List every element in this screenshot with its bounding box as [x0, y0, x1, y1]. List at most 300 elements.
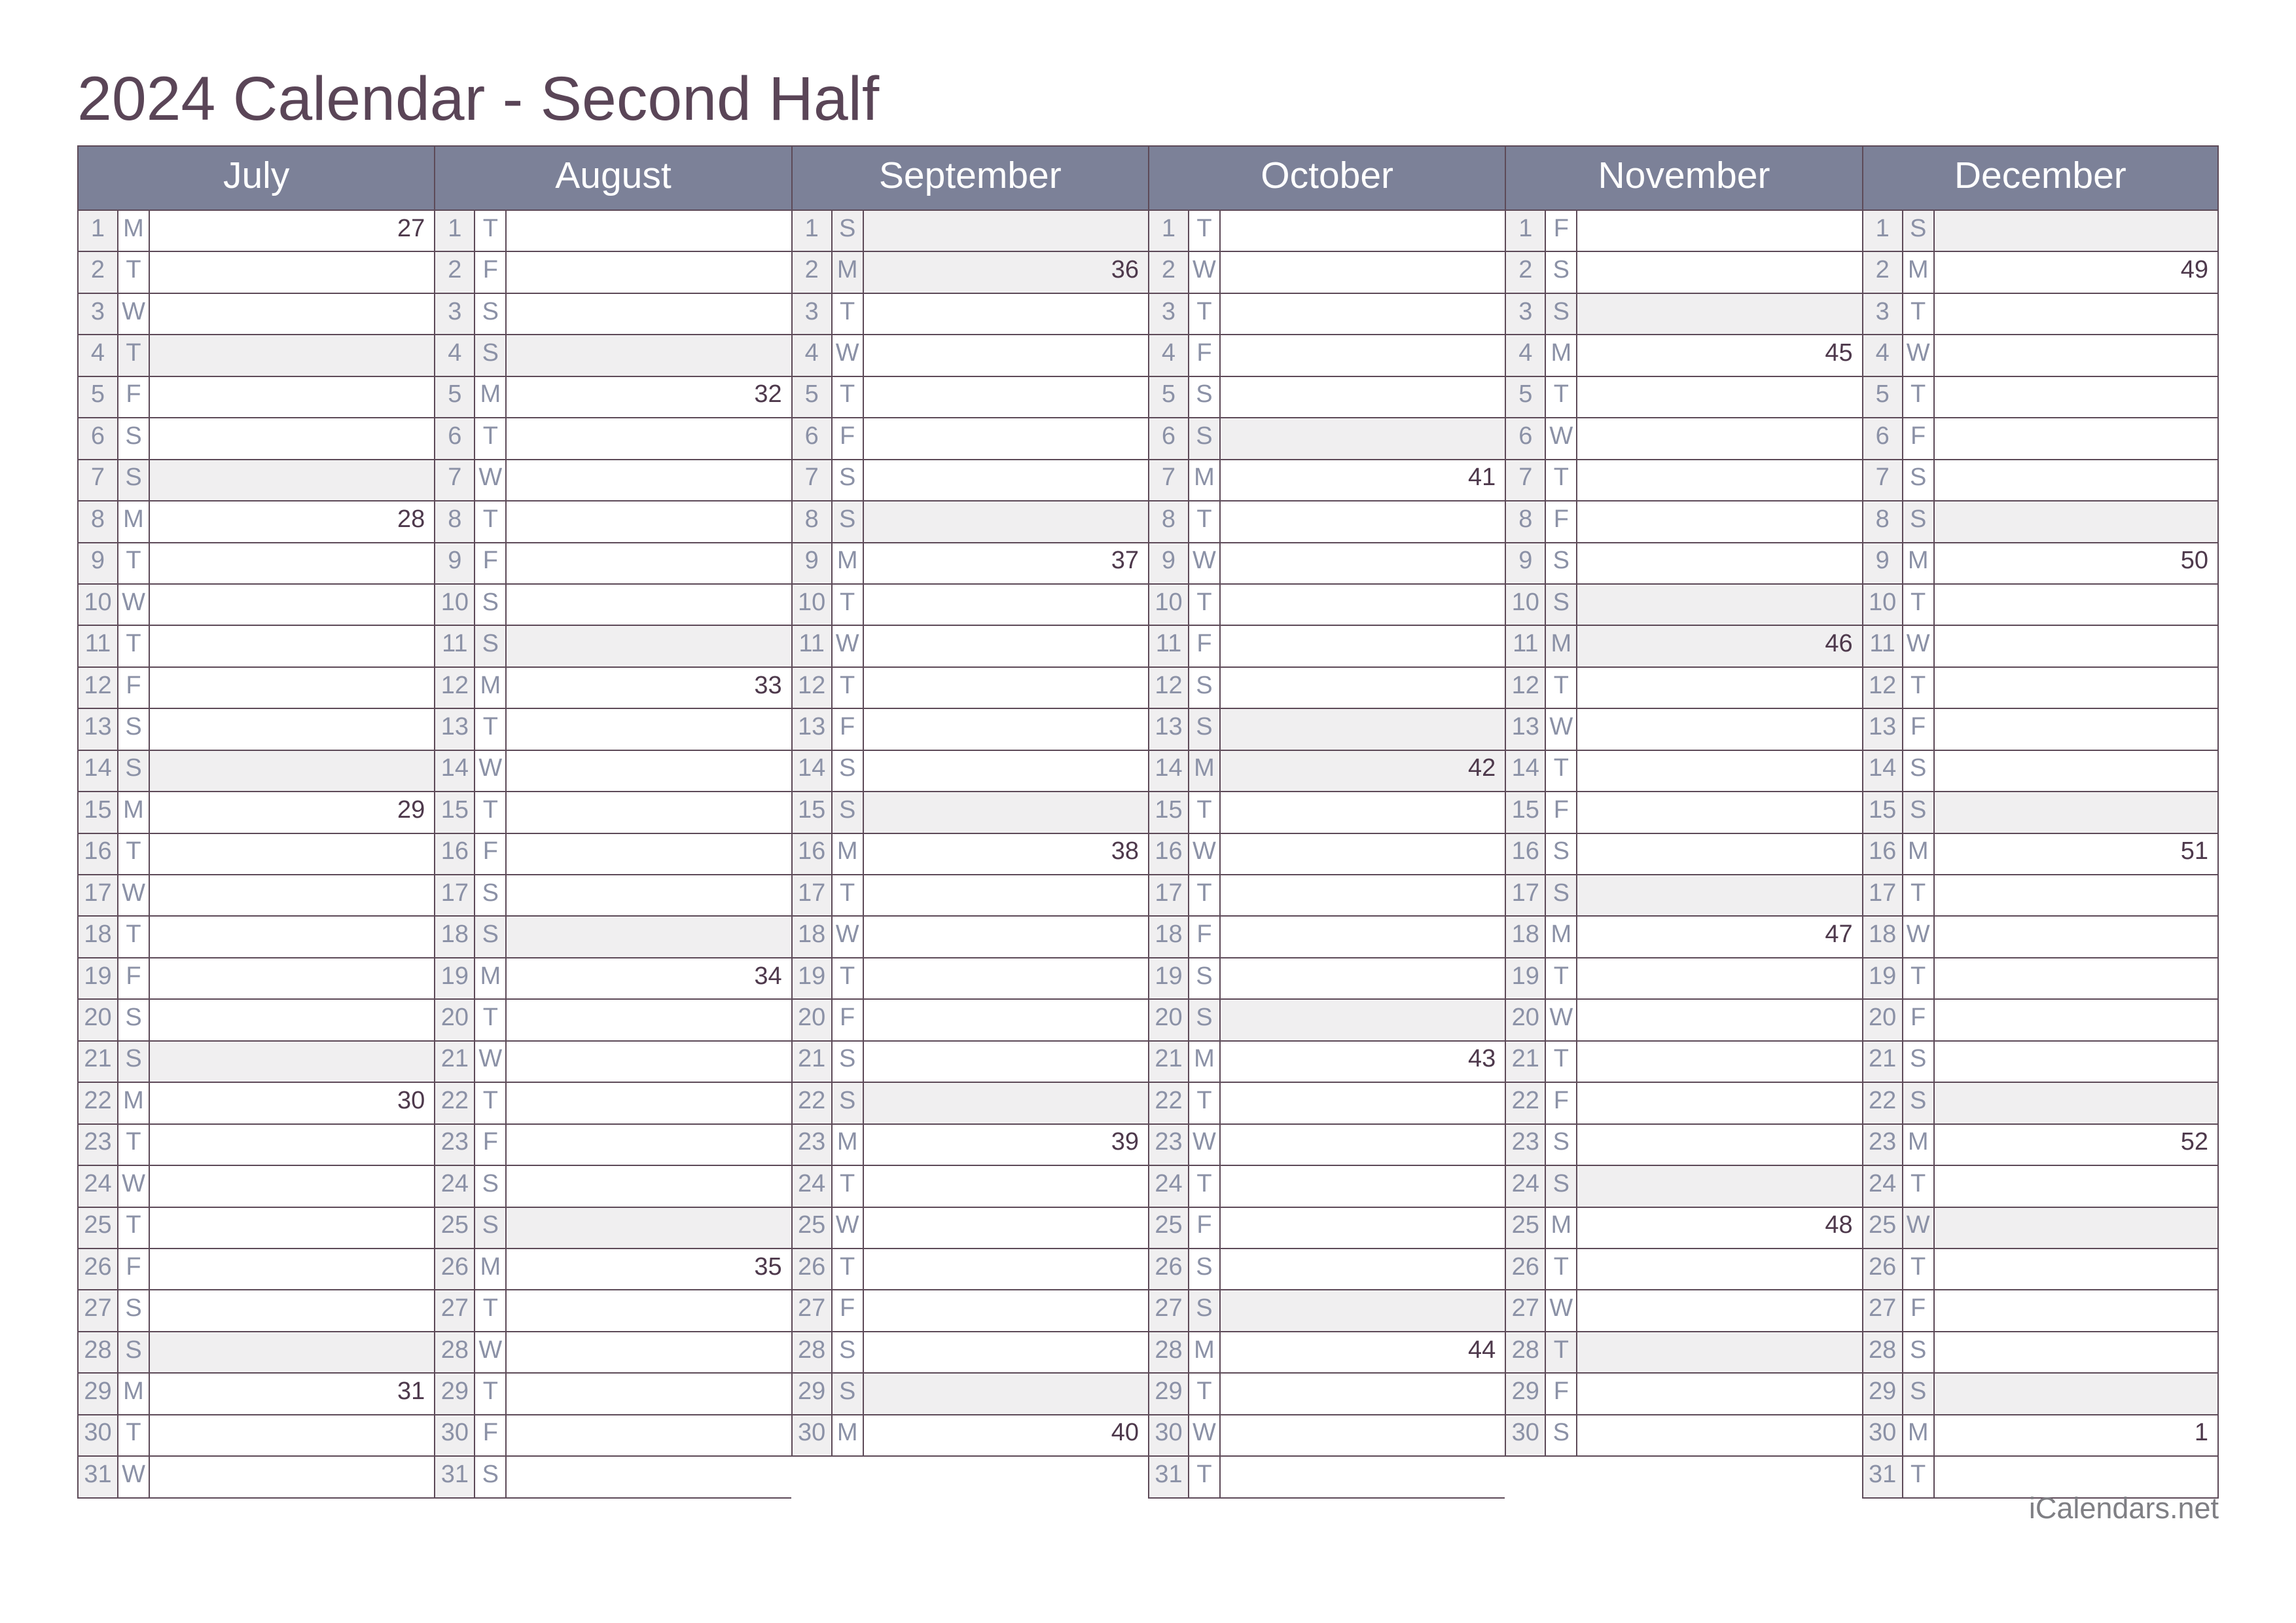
day-row: [1862, 1332, 2219, 1374]
day-letter-cell: T: [1189, 1457, 1221, 1497]
day-number-cell: 12: [1862, 668, 1903, 708]
day-number-cell: 11: [77, 626, 118, 666]
week-number: 51: [2180, 837, 2208, 866]
day-letter-cell: T: [475, 1374, 507, 1413]
day-row: [1862, 585, 2219, 626]
day-row: [1148, 1042, 1505, 1083]
day-main-cell: [507, 1125, 791, 1165]
day-row: [1862, 1249, 2219, 1290]
day-letter-cell: F: [475, 252, 507, 292]
day-row: [1148, 294, 1505, 335]
day-main-cell: [507, 1166, 791, 1206]
day-main-cell: [1577, 252, 1861, 292]
day-row: [1505, 1249, 1861, 1290]
day-row: [791, 418, 1148, 460]
day-main-cell: [150, 460, 434, 500]
day-row: [791, 1374, 1148, 1415]
day-number-cell: 31: [77, 1457, 118, 1497]
day-letter-cell: S: [833, 1332, 864, 1372]
month-column-december: [1862, 145, 2219, 1499]
day-row: [77, 958, 434, 1000]
day-number-cell: 8: [1505, 501, 1546, 541]
day-number-cell: 30: [1148, 1415, 1189, 1455]
day-letter-cell: M: [1189, 1332, 1221, 1372]
day-row: [77, 834, 434, 875]
day-number-cell: 23: [791, 1125, 833, 1165]
day-letter-cell: S: [833, 751, 864, 791]
day-number-cell: 12: [434, 668, 475, 708]
day-number-cell: 18: [1505, 917, 1546, 957]
day-row: [1148, 543, 1505, 585]
day-letter-cell: M: [118, 792, 150, 832]
day-main-cell: [1935, 543, 2219, 583]
day-number-cell: 28: [434, 1332, 475, 1372]
day-number-cell: 12: [791, 668, 833, 708]
day-row: [791, 792, 1148, 833]
day-main-cell: [1577, 1249, 1861, 1289]
week-number: 42: [1468, 754, 1496, 782]
day-main-cell: [507, 1083, 791, 1123]
day-main-cell: [507, 1457, 791, 1497]
day-letter-cell: W: [1189, 543, 1221, 583]
day-main-cell: [1577, 709, 1861, 749]
day-number-cell: 2: [791, 252, 833, 292]
day-main-cell: [150, 792, 434, 832]
day-main-cell: [507, 792, 791, 832]
day-row: [1505, 1290, 1861, 1332]
day-row: [77, 1374, 434, 1415]
day-row: [1505, 211, 1861, 252]
day-main-cell: [1935, 211, 2219, 251]
day-row: [1148, 460, 1505, 501]
day-number-cell: 1: [791, 211, 833, 251]
day-number-cell: 9: [791, 543, 833, 583]
day-main-cell: [1577, 585, 1861, 625]
week-number: 38: [1111, 837, 1139, 866]
day-number-cell: 26: [434, 1249, 475, 1289]
day-main-cell: [507, 377, 791, 417]
day-number-cell: 14: [1148, 751, 1189, 791]
day-main-cell: [1935, 1083, 2219, 1123]
day-letter-cell: T: [475, 418, 507, 458]
day-number-cell: 16: [791, 834, 833, 874]
week-number: 46: [1825, 630, 1853, 658]
day-row: [1505, 501, 1861, 543]
day-main-cell: [1577, 211, 1861, 251]
day-main-cell: [150, 1042, 434, 1082]
day-number-cell: 27: [1148, 1290, 1189, 1330]
day-letter-cell: F: [475, 543, 507, 583]
day-letter-cell: T: [475, 501, 507, 541]
day-letter-cell: W: [118, 294, 150, 334]
day-number-cell: 29: [1505, 1374, 1546, 1413]
day-number-cell: 7: [434, 460, 475, 500]
day-main-cell: [1935, 1166, 2219, 1206]
day-letter-cell: S: [475, 917, 507, 957]
day-row: [1505, 1374, 1861, 1415]
day-letter-cell: S: [1546, 1166, 1577, 1206]
day-letter-cell: T: [1189, 1166, 1221, 1206]
day-main-cell: [1221, 460, 1505, 500]
day-main-cell: [1577, 1290, 1861, 1330]
day-letter-cell: T: [833, 875, 864, 915]
day-letter-cell: M: [833, 252, 864, 292]
day-number-cell: 1: [434, 211, 475, 251]
day-row: [77, 751, 434, 792]
day-letter-cell: S: [1546, 585, 1577, 625]
day-main-cell: [864, 1125, 1148, 1165]
day-letter-cell: S: [1546, 834, 1577, 874]
day-letter-cell: F: [833, 709, 864, 749]
day-main-cell: [864, 211, 1148, 251]
day-main-cell: [150, 418, 434, 458]
day-row: [1505, 418, 1861, 460]
day-number-cell: 20: [1148, 1000, 1189, 1040]
day-main-cell: [1221, 335, 1505, 375]
day-row: [1862, 709, 2219, 750]
day-row: [791, 501, 1148, 543]
day-number-cell: 2: [1862, 252, 1903, 292]
day-main-cell: [1935, 1415, 2219, 1455]
page-title: 2024 Calendar - Second Half: [77, 64, 880, 134]
day-number-cell: 15: [77, 792, 118, 832]
day-number-cell: 18: [77, 917, 118, 957]
day-row: [1505, 377, 1861, 418]
day-number-cell: 19: [77, 958, 118, 998]
day-letter-cell: T: [118, 335, 150, 375]
day-number-cell: 18: [791, 917, 833, 957]
day-letter-cell: W: [1903, 626, 1935, 666]
day-letter-cell: S: [1903, 211, 1935, 251]
day-letter-cell: S: [1903, 1083, 1935, 1123]
day-letter-cell: T: [1546, 1042, 1577, 1082]
day-letter-cell: W: [1189, 1415, 1221, 1455]
day-row: [1148, 418, 1505, 460]
day-row: [1862, 917, 2219, 958]
day-letter-cell: M: [1903, 543, 1935, 583]
day-number-cell: 1: [1862, 211, 1903, 251]
day-letter-cell: M: [475, 377, 507, 417]
day-letter-cell: F: [118, 377, 150, 417]
day-letter-cell: F: [1903, 1290, 1935, 1330]
week-number: 50: [2180, 547, 2208, 575]
day-letter-cell: W: [1189, 834, 1221, 874]
day-row: [1505, 294, 1861, 335]
day-main-cell: [1935, 501, 2219, 541]
day-letter-cell: T: [1546, 751, 1577, 791]
day-number-cell: 4: [77, 335, 118, 375]
day-number-cell: 13: [434, 709, 475, 749]
day-number-cell: 11: [1862, 626, 1903, 666]
day-main-cell: [1935, 1000, 2219, 1040]
day-main-cell: [1935, 460, 2219, 500]
day-row: [791, 211, 1148, 252]
day-row: [1148, 1374, 1505, 1415]
day-row: [791, 1166, 1148, 1207]
day-letter-cell: S: [833, 501, 864, 541]
day-letter-cell: T: [833, 585, 864, 625]
day-letter-cell: F: [833, 418, 864, 458]
day-row: [1862, 335, 2219, 376]
day-number-cell: 8: [434, 501, 475, 541]
day-number-cell: 4: [1148, 335, 1189, 375]
day-letter-cell: S: [1189, 1249, 1221, 1289]
day-letter-cell: T: [1189, 294, 1221, 334]
day-row: [434, 460, 791, 501]
day-main-cell: [1935, 377, 2219, 417]
day-number-cell: 13: [791, 709, 833, 749]
day-row: [434, 668, 791, 709]
day-main-cell: [507, 875, 791, 915]
day-main-cell: [864, 875, 1148, 915]
month-header: August: [434, 145, 791, 211]
day-letter-cell: W: [833, 335, 864, 375]
day-number-cell: 20: [434, 1000, 475, 1040]
day-number-cell: 4: [1862, 335, 1903, 375]
day-main-cell: [150, 875, 434, 915]
day-main-cell: [150, 709, 434, 749]
day-number-cell: 6: [434, 418, 475, 458]
day-number-cell: 9: [77, 543, 118, 583]
day-row: [77, 418, 434, 460]
day-number-cell: 2: [1148, 252, 1189, 292]
day-row: [791, 294, 1148, 335]
day-main-cell: [1577, 1000, 1861, 1040]
day-main-cell: [1935, 1332, 2219, 1372]
week-number: 44: [1468, 1336, 1496, 1364]
day-main-cell: [1577, 377, 1861, 417]
day-letter-cell: T: [1903, 958, 1935, 998]
day-letter-cell: T: [118, 543, 150, 583]
day-number-cell: 30: [434, 1415, 475, 1455]
week-number: 31: [397, 1377, 425, 1405]
day-main-cell: [1577, 1415, 1861, 1455]
day-number-cell: 22: [1148, 1083, 1189, 1123]
day-number-cell: 10: [1505, 585, 1546, 625]
day-row: [1505, 335, 1861, 376]
day-number-cell: 13: [1862, 709, 1903, 749]
day-number-cell: 18: [434, 917, 475, 957]
day-letter-cell: T: [1546, 668, 1577, 708]
day-row: [791, 1332, 1148, 1374]
day-number-cell: 29: [434, 1374, 475, 1413]
day-number-cell: 9: [434, 543, 475, 583]
day-row: [434, 792, 791, 833]
day-number-cell: 21: [791, 1042, 833, 1082]
day-main-cell: [864, 626, 1148, 666]
day-number-cell: 11: [791, 626, 833, 666]
week-number: 39: [1111, 1128, 1139, 1156]
day-main-cell: [1577, 626, 1861, 666]
day-number-cell: 8: [791, 501, 833, 541]
day-number-cell: 27: [791, 1290, 833, 1330]
day-number-cell: 5: [1148, 377, 1189, 417]
day-number-cell: 23: [434, 1125, 475, 1165]
day-letter-cell: W: [118, 875, 150, 915]
day-letter-cell: W: [475, 1332, 507, 1372]
day-row: [77, 1000, 434, 1041]
day-letter-cell: M: [118, 501, 150, 541]
day-main-cell: [1935, 958, 2219, 998]
day-letter-cell: S: [475, 1457, 507, 1497]
day-main-cell: [150, 335, 434, 375]
day-number-cell: 18: [1148, 917, 1189, 957]
day-number-cell: 13: [1505, 709, 1546, 749]
day-number-cell: 26: [1148, 1249, 1189, 1289]
day-letter-cell: M: [1903, 252, 1935, 292]
day-letter-cell: M: [1546, 917, 1577, 957]
day-main-cell: [864, 252, 1148, 292]
day-letter-cell: W: [1903, 335, 1935, 375]
day-letter-cell: M: [118, 1374, 150, 1413]
day-number-cell: 25: [434, 1208, 475, 1248]
day-number-cell: 21: [1505, 1042, 1546, 1082]
day-row: [434, 1042, 791, 1083]
day-main-cell: [1935, 834, 2219, 874]
day-row: [434, 709, 791, 750]
day-number-cell: 3: [434, 294, 475, 334]
day-number-cell: 22: [791, 1083, 833, 1123]
day-number-cell: 14: [1862, 751, 1903, 791]
day-main-cell: [507, 958, 791, 998]
day-main-cell: [1221, 917, 1505, 957]
day-main-cell: [150, 1332, 434, 1372]
day-main-cell: [1221, 792, 1505, 832]
day-row: [77, 501, 434, 543]
day-number-cell: 14: [77, 751, 118, 791]
day-main-cell: [1221, 1208, 1505, 1248]
day-letter-cell: W: [1903, 1208, 1935, 1248]
day-letter-cell: M: [1189, 460, 1221, 500]
day-row: [1148, 501, 1505, 543]
calendar-grid: [77, 145, 2219, 1499]
day-main-cell: [150, 958, 434, 998]
day-number-cell: 22: [1862, 1083, 1903, 1123]
day-row: [77, 917, 434, 958]
day-number-cell: 3: [1505, 294, 1546, 334]
day-main-cell: [507, 1000, 791, 1040]
day-number-cell: 27: [77, 1290, 118, 1330]
day-main-cell: [150, 834, 434, 874]
day-letter-cell: W: [118, 1457, 150, 1497]
day-main-cell: [1577, 751, 1861, 791]
week-number: 52: [2180, 1128, 2208, 1156]
day-letter-cell: W: [1189, 252, 1221, 292]
week-number: 45: [1825, 339, 1853, 367]
day-main-cell: [864, 834, 1148, 874]
day-main-cell: [1221, 1457, 1505, 1497]
day-row: [1148, 751, 1505, 792]
day-main-cell: [1221, 252, 1505, 292]
day-letter-cell: W: [1189, 1125, 1221, 1165]
day-letter-cell: T: [1546, 460, 1577, 500]
day-letter-cell: S: [833, 792, 864, 832]
day-number-cell: 19: [791, 958, 833, 998]
day-row: [434, 1332, 791, 1374]
day-row: [77, 1125, 434, 1166]
day-row: [791, 751, 1148, 792]
day-main-cell: [1577, 418, 1861, 458]
day-letter-cell: S: [118, 1042, 150, 1082]
day-main-cell: [150, 543, 434, 583]
day-number-cell: 15: [434, 792, 475, 832]
day-letter-cell: W: [118, 585, 150, 625]
day-number-cell: 10: [77, 585, 118, 625]
day-number-cell: 25: [791, 1208, 833, 1248]
day-letter-cell: S: [475, 294, 507, 334]
day-letter-cell: F: [833, 1000, 864, 1040]
day-row: [1148, 335, 1505, 376]
day-row: [434, 875, 791, 917]
day-main-cell: [507, 751, 791, 791]
day-letter-cell: T: [118, 1415, 150, 1455]
day-main-cell: [150, 917, 434, 957]
month-column-october: [1148, 145, 1505, 1499]
day-number-cell: 13: [1148, 709, 1189, 749]
day-main-cell: [1935, 418, 2219, 458]
day-letter-cell: S: [1903, 792, 1935, 832]
day-row: [791, 626, 1148, 667]
day-letter-cell: S: [833, 211, 864, 251]
day-main-cell: [1935, 709, 2219, 749]
day-number-cell: 15: [1862, 792, 1903, 832]
day-letter-cell: F: [118, 1249, 150, 1289]
day-number-cell: 1: [77, 211, 118, 251]
day-row: [1148, 709, 1505, 750]
day-row: [1862, 626, 2219, 667]
day-number-cell: 17: [1862, 875, 1903, 915]
day-main-cell: [1221, 751, 1505, 791]
day-main-cell: [1577, 1374, 1861, 1413]
day-row: [434, 1166, 791, 1207]
day-main-cell: [1221, 543, 1505, 583]
day-letter-cell: T: [1189, 211, 1221, 251]
day-row: [434, 1290, 791, 1332]
day-main-cell: [1577, 335, 1861, 375]
day-main-cell: [150, 1249, 434, 1289]
day-number-cell: 2: [1505, 252, 1546, 292]
day-main-cell: [150, 585, 434, 625]
day-letter-cell: S: [1546, 875, 1577, 915]
day-row: [1148, 792, 1505, 833]
day-letter-cell: S: [118, 1290, 150, 1330]
day-letter-cell: M: [118, 1083, 150, 1123]
day-letter-cell: F: [1189, 1208, 1221, 1248]
day-letter-cell: F: [1189, 335, 1221, 375]
day-row: [791, 335, 1148, 376]
day-letter-cell: S: [118, 1332, 150, 1372]
day-letter-cell: T: [118, 1125, 150, 1165]
day-letter-cell: T: [833, 958, 864, 998]
day-row: [791, 1208, 1148, 1249]
day-row: [434, 958, 791, 1000]
day-main-cell: [507, 626, 791, 666]
day-letter-cell: M: [1546, 626, 1577, 666]
day-main-cell: [1221, 1249, 1505, 1289]
day-main-cell: [507, 1290, 791, 1330]
day-letter-cell: S: [475, 335, 507, 375]
day-main-cell: [1221, 1290, 1505, 1330]
day-row: [434, 418, 791, 460]
day-row: [434, 1415, 791, 1457]
day-row: [1862, 668, 2219, 709]
day-row: [1862, 377, 2219, 418]
day-number-cell: 11: [1148, 626, 1189, 666]
day-number-cell: 23: [1505, 1125, 1546, 1165]
day-row: [77, 792, 434, 833]
day-number-cell: 3: [1148, 294, 1189, 334]
week-number: 35: [754, 1252, 782, 1281]
